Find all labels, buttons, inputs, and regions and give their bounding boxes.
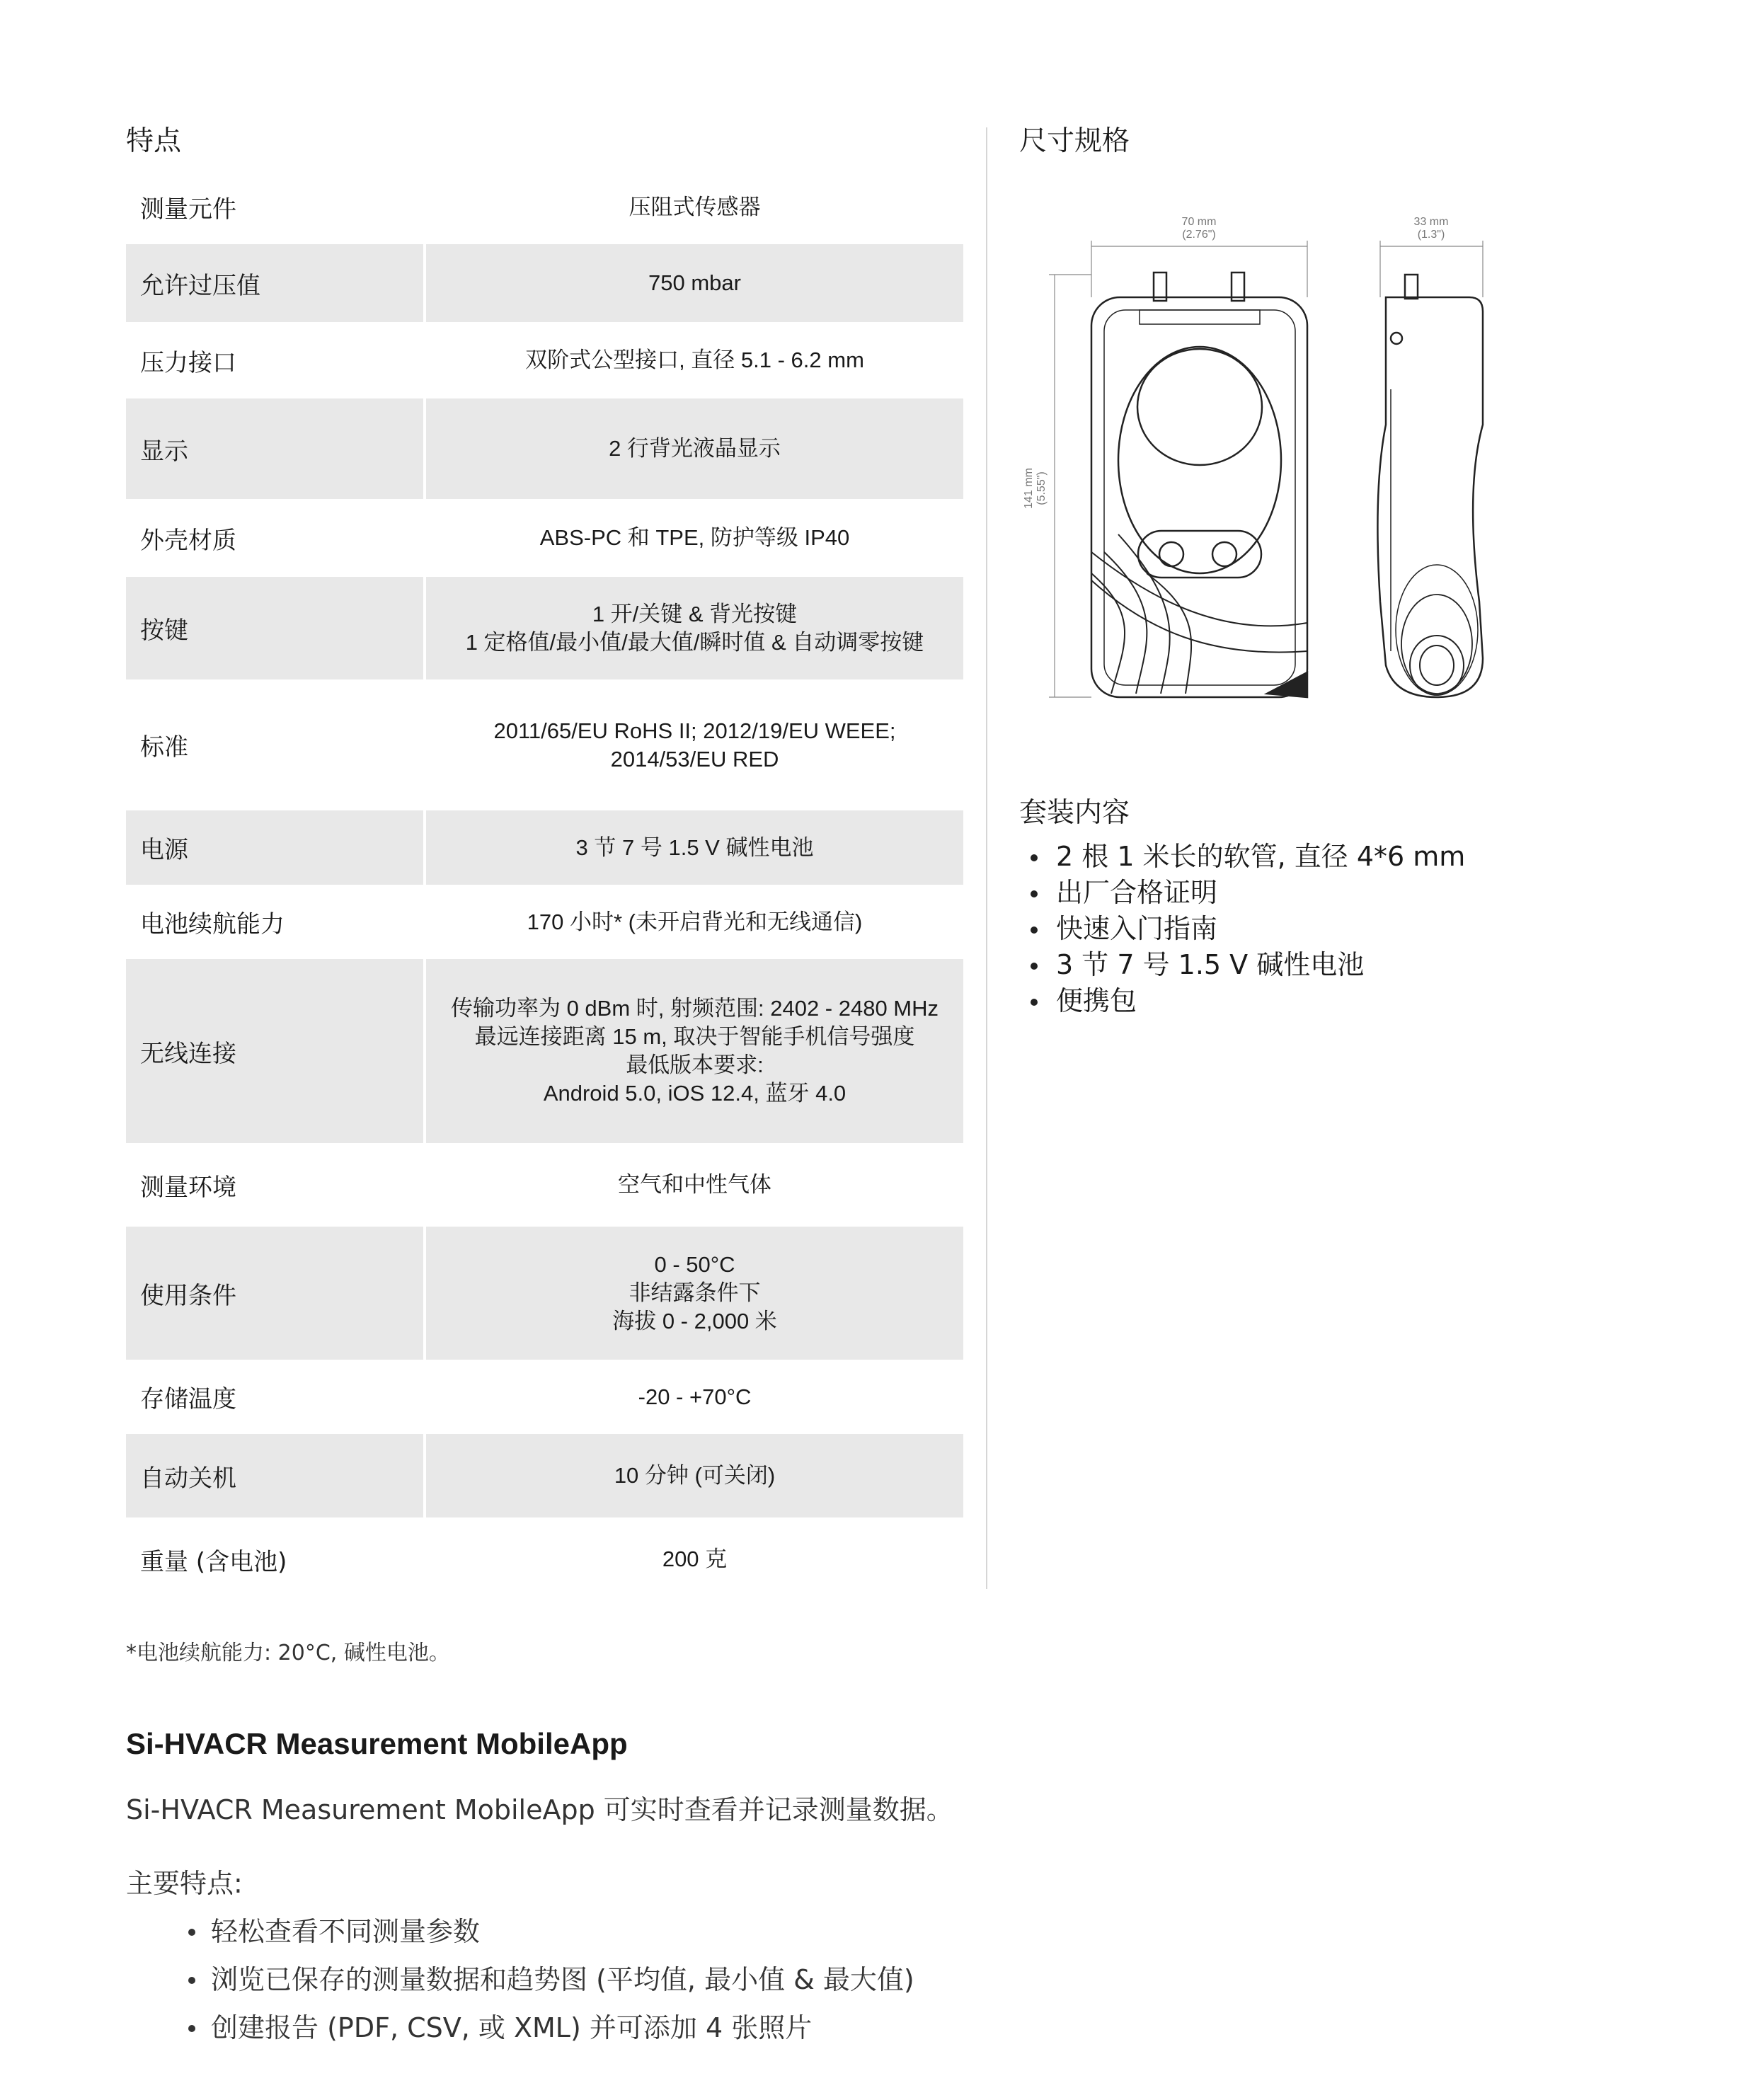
spec-value-line: 空气和中性气体 [618, 1172, 771, 1197]
spec-row [126, 1517, 963, 1601]
spec-label: 电池续航能力 [140, 910, 285, 939]
front-body-outline [1091, 297, 1307, 697]
width-dimension-label: 70 mm [1181, 216, 1217, 228]
spec-value-line: 2014/53/EU RED [610, 746, 779, 771]
height-dimension-label: 141 mm [1023, 468, 1035, 509]
spec-value-line: 1 定格值/最小值/最大值/瞬时值 & 自动调零按键 [465, 629, 924, 655]
spec-value [426, 908, 963, 936]
side-body-outline [1377, 297, 1483, 697]
spec-value-line: 10 分钟 (可关闭) [614, 1463, 776, 1488]
width-dimension-label-inch: (2.76") [1182, 229, 1216, 241]
spec-value-line: ABS-PC 和 TPE, 防护等级 IP40 [539, 525, 850, 550]
height-dimension-label-inch: (5.55") [1035, 471, 1048, 505]
app-feature-item: 轻松查看不同测量参数 [183, 1907, 914, 1956]
kit-item: 3 节 7 号 1.5 V 碱性电池 [1019, 947, 1465, 983]
device-dimension-drawing [1012, 205, 1508, 715]
spec-label: 外壳材质 [140, 526, 236, 555]
power-button-icon [1159, 542, 1183, 566]
kit-item: 快速入门指南 [1019, 911, 1465, 947]
spec-value [426, 1171, 963, 1199]
kit-item: 便携包 [1019, 983, 1465, 1019]
spec-label: 按键 [140, 616, 188, 645]
app-description: Si-HVACR Measurement MobileApp 可实时查看并记录测量数据。 [126, 1794, 953, 1825]
spec-row [126, 499, 963, 577]
spec-label: 允许过压值 [140, 271, 260, 300]
spec-value-line: 200 克 [662, 1547, 728, 1571]
spec-label: 显示 [140, 437, 188, 466]
spec-table [126, 170, 963, 1601]
spec-value-line: 最低版本要求: [626, 1052, 764, 1077]
spec-value [426, 193, 963, 222]
spec-label: 测量元件 [140, 195, 236, 224]
app-features-label: 主要特点: [126, 1868, 243, 1899]
spec-value [426, 1251, 963, 1336]
spec-value-line: -20 - +70°C [638, 1384, 752, 1409]
spec-value-line: 750 mbar [648, 270, 741, 295]
spec-row [126, 885, 963, 959]
spec-value-line: 2 行背光液晶显示 [609, 436, 781, 461]
spec-value [426, 524, 963, 552]
spec-label: 标准 [140, 733, 188, 762]
kit-list [1019, 839, 1465, 1019]
button-panel [1138, 531, 1261, 578]
spec-row [126, 810, 963, 885]
spec-value-line: 170 小时* (未开启背光和无线通信) [527, 909, 863, 934]
spec-row [126, 1434, 963, 1517]
spec-row [126, 959, 963, 1143]
spec-value [426, 834, 963, 862]
spec-value [426, 1383, 963, 1411]
spec-value [426, 346, 963, 374]
spec-value-line: 压阻式传感器 [629, 194, 761, 219]
spec-value-line: 传输功率为 0 dBm 时, 射频范围: 2402 - 2480 MHz [450, 996, 939, 1021]
spec-value-line: 最远连接距离 15 m, 取决于智能手机信号强度 [474, 1024, 915, 1049]
kit-item: 出厂合格证明 [1019, 875, 1465, 911]
spec-row [126, 679, 963, 810]
spec-value-line: 0 - 50°C [654, 1252, 735, 1277]
dimensions-heading: 尺寸规格 [1019, 125, 1130, 157]
spec-row [126, 244, 963, 322]
side-port [1405, 275, 1418, 299]
spec-row [126, 1360, 963, 1434]
spec-row [126, 577, 963, 679]
spec-label: 重量 (含电池) [140, 1547, 287, 1576]
spec-label: 使用条件 [140, 1281, 236, 1310]
spec-value [426, 600, 963, 657]
spec-row [126, 1143, 963, 1227]
spec-value [426, 435, 963, 463]
spec-value [426, 994, 963, 1108]
spec-value-line: 2011/65/EU RoHS II; 2012/19/EU WEEE; [493, 718, 896, 743]
spec-label: 电源 [140, 836, 188, 864]
spec-value-line: 1 开/关键 & 背光按键 [592, 601, 798, 626]
spec-value-line: 3 节 7 号 1.5 V 碱性电池 [575, 834, 814, 860]
backlight-button-icon [1212, 542, 1236, 566]
spec-row [126, 1227, 963, 1360]
spec-value [426, 269, 963, 297]
spec-row [126, 170, 963, 244]
spec-label: 存储温度 [140, 1385, 236, 1413]
features-heading: 特点 [126, 125, 182, 157]
spec-label: 自动关机 [140, 1464, 236, 1493]
spec-label: 测量环境 [140, 1173, 236, 1202]
spec-value-line: 双阶式公型接口, 直径 5.1 - 6.2 mm [525, 348, 864, 372]
footnote: *电池续航能力: 20°C, 碱性电池。 [126, 1641, 450, 1665]
spec-label: 压力接口 [140, 348, 236, 377]
depth-dimension-label-inch: (1.3") [1417, 229, 1445, 241]
spec-value-line: 海拔 0 - 2,000 米 [612, 1309, 777, 1333]
spec-row [126, 322, 963, 398]
app-feature-item: 浏览已保存的测量数据和趋势图 (平均值, 最小值 & 最大值) [183, 1956, 914, 2004]
spec-value-line: Android 5.0, iOS 12.4, 蓝牙 4.0 [543, 1081, 847, 1106]
kit-item: 2 根 1 米长的软管, 直径 4*6 mm [1019, 839, 1465, 875]
kit-heading: 套装内容 [1019, 797, 1130, 829]
app-title: Si-HVACR Measurement MobileApp [126, 1727, 628, 1760]
spec-label: 无线连接 [140, 1039, 236, 1068]
app-feature-item: 创建报告 (PDF, CSV, 或 XML) 并可添加 4 张照片 [183, 2004, 914, 2052]
spec-value [426, 1545, 963, 1573]
spec-value [426, 1462, 963, 1490]
depth-dimension-label: 33 mm [1413, 216, 1449, 228]
app-features-list [183, 1907, 914, 2052]
spec-value [426, 717, 963, 774]
spec-value-line: 非结露条件下 [629, 1280, 761, 1305]
spec-row [126, 398, 963, 499]
display-circle [1137, 349, 1262, 465]
column-divider [986, 127, 987, 1589]
